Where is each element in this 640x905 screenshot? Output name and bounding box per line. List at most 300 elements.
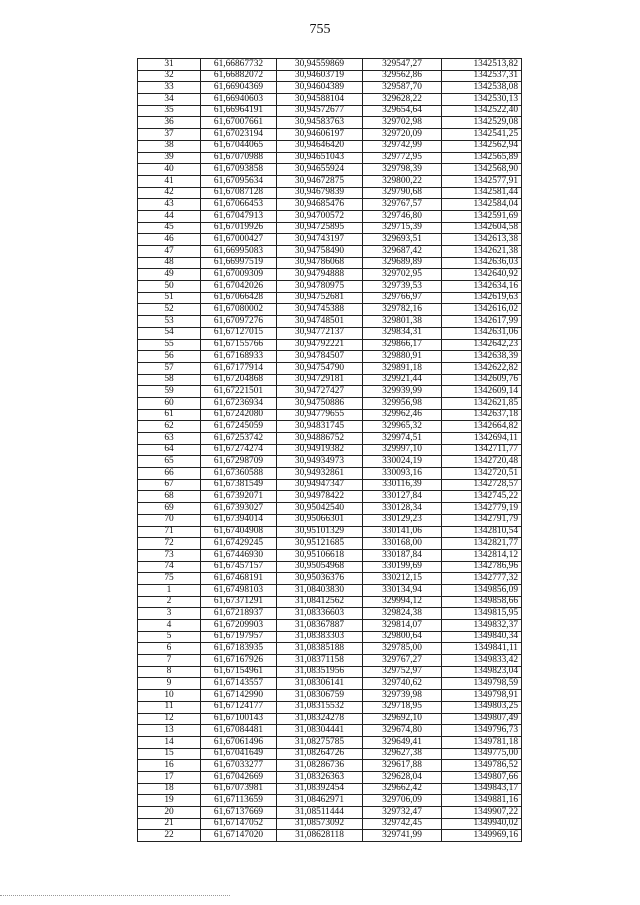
- point-number-cell: 33: [138, 82, 201, 94]
- longitude-cell: 31,08383303: [277, 631, 363, 643]
- table-row: [138, 690, 522, 702]
- y-coordinate-cell: 1342591,69: [442, 210, 522, 222]
- longitude-cell: 30,94947347: [277, 479, 363, 491]
- longitude-cell: 30,94779655: [277, 409, 363, 421]
- x-coordinate-cell: 330141,06: [363, 526, 442, 538]
- point-number-cell: 14: [138, 736, 201, 748]
- point-number-cell: 41: [138, 175, 201, 187]
- latitude-cell: 61,67218937: [201, 608, 277, 620]
- y-coordinate-cell: 1342538,08: [442, 82, 522, 94]
- point-number-cell: 38: [138, 140, 201, 152]
- latitude-cell: 61,67113659: [201, 795, 277, 807]
- table-row: [138, 339, 522, 351]
- y-coordinate-cell: 1342634,16: [442, 281, 522, 293]
- point-number-cell: 8: [138, 666, 201, 678]
- point-number-cell: 42: [138, 187, 201, 199]
- x-coordinate-cell: 329715,39: [363, 222, 442, 234]
- latitude-cell: 61,67446930: [201, 549, 277, 561]
- latitude-cell: 61,67242080: [201, 409, 277, 421]
- table-row: [138, 491, 522, 503]
- y-coordinate-cell: 1349798,59: [442, 678, 522, 690]
- point-number-cell: 18: [138, 783, 201, 795]
- y-coordinate-cell: 1349907,22: [442, 807, 522, 819]
- point-number-cell: 52: [138, 304, 201, 316]
- longitude-cell: 30,94672875: [277, 175, 363, 187]
- y-coordinate-cell: 1342604,58: [442, 222, 522, 234]
- point-number-cell: 65: [138, 456, 201, 468]
- y-coordinate-cell: 1342537,31: [442, 70, 522, 82]
- point-number-cell: 7: [138, 655, 201, 667]
- table-row: [138, 444, 522, 456]
- longitude-cell: 30,95066301: [277, 514, 363, 526]
- longitude-cell: 31,08392454: [277, 783, 363, 795]
- longitude-cell: 30,95042540: [277, 503, 363, 515]
- longitude-cell: 30,94606197: [277, 129, 363, 141]
- table-row: [138, 70, 522, 82]
- y-coordinate-cell: 1342522,40: [442, 105, 522, 117]
- longitude-cell: 30,94729181: [277, 374, 363, 386]
- point-number-cell: 69: [138, 503, 201, 515]
- table-row: [138, 807, 522, 819]
- table-row: [138, 433, 522, 445]
- point-number-cell: 20: [138, 807, 201, 819]
- table-row: [138, 549, 522, 561]
- latitude-cell: 61,67457157: [201, 561, 277, 573]
- point-number-cell: 32: [138, 70, 201, 82]
- x-coordinate-cell: 329742,99: [363, 140, 442, 152]
- y-coordinate-cell: 1342565,89: [442, 152, 522, 164]
- table-row: [138, 386, 522, 398]
- point-number-cell: 67: [138, 479, 201, 491]
- coordinates-table-body: [138, 59, 522, 842]
- table-row: [138, 468, 522, 480]
- latitude-cell: 61,67093858: [201, 164, 277, 176]
- latitude-cell: 61,67204868: [201, 374, 277, 386]
- x-coordinate-cell: 330127,84: [363, 491, 442, 503]
- x-coordinate-cell: 329790,68: [363, 187, 442, 199]
- y-coordinate-cell: 1349840,34: [442, 631, 522, 643]
- longitude-cell: 30,94700572: [277, 210, 363, 222]
- latitude-cell: 61,66995083: [201, 246, 277, 258]
- longitude-cell: 30,94655924: [277, 164, 363, 176]
- latitude-cell: 61,67023194: [201, 129, 277, 141]
- latitude-cell: 61,67066453: [201, 199, 277, 211]
- longitude-cell: 30,95054968: [277, 561, 363, 573]
- y-coordinate-cell: 1342821,77: [442, 538, 522, 550]
- longitude-cell: 31,08286736: [277, 760, 363, 772]
- point-number-cell: 36: [138, 117, 201, 129]
- latitude-cell: 61,67127015: [201, 327, 277, 339]
- y-coordinate-cell: 1342616,02: [442, 304, 522, 316]
- x-coordinate-cell: 329732,47: [363, 807, 442, 819]
- y-coordinate-cell: 1342694,11: [442, 433, 522, 445]
- latitude-cell: 61,67274274: [201, 444, 277, 456]
- longitude-cell: 31,08351956: [277, 666, 363, 678]
- x-coordinate-cell: 329706,09: [363, 795, 442, 807]
- point-number-cell: 39: [138, 152, 201, 164]
- point-number-cell: 47: [138, 246, 201, 258]
- y-coordinate-cell: 1342779,19: [442, 503, 522, 515]
- point-number-cell: 54: [138, 327, 201, 339]
- y-coordinate-cell: 1349786,52: [442, 760, 522, 772]
- y-coordinate-cell: 1349815,95: [442, 608, 522, 620]
- point-number-cell: 21: [138, 818, 201, 830]
- y-coordinate-cell: 1342619,63: [442, 292, 522, 304]
- table-row: [138, 105, 522, 117]
- x-coordinate-cell: 329547,27: [363, 59, 442, 71]
- x-coordinate-cell: 329782,16: [363, 304, 442, 316]
- x-coordinate-cell: 329939,99: [363, 386, 442, 398]
- y-coordinate-cell: 1349832,37: [442, 620, 522, 632]
- x-coordinate-cell: 330129,23: [363, 514, 442, 526]
- point-number-cell: 62: [138, 421, 201, 433]
- x-coordinate-cell: 329974,51: [363, 433, 442, 445]
- y-coordinate-cell: 1342814,12: [442, 549, 522, 561]
- table-row: [138, 210, 522, 222]
- y-coordinate-cell: 1342613,38: [442, 234, 522, 246]
- x-coordinate-cell: 329742,45: [363, 818, 442, 830]
- x-coordinate-cell: 329617,88: [363, 760, 442, 772]
- table-row: [138, 421, 522, 433]
- table-row: [138, 199, 522, 211]
- table-row: [138, 164, 522, 176]
- point-number-cell: 51: [138, 292, 201, 304]
- page-number: 755: [309, 22, 331, 37]
- latitude-cell: 61,67167926: [201, 655, 277, 667]
- x-coordinate-cell: 329562,86: [363, 70, 442, 82]
- table-row: [138, 257, 522, 269]
- longitude-cell: 31,08326363: [277, 771, 363, 783]
- x-coordinate-cell: 329693,51: [363, 234, 442, 246]
- x-coordinate-cell: 329921,44: [363, 374, 442, 386]
- table-row: [138, 783, 522, 795]
- x-coordinate-cell: 329746,80: [363, 210, 442, 222]
- y-coordinate-cell: 1342541,25: [442, 129, 522, 141]
- latitude-cell: 61,67044065: [201, 140, 277, 152]
- latitude-cell: 61,67137669: [201, 807, 277, 819]
- x-coordinate-cell: 330168,00: [363, 538, 442, 550]
- table-row: [138, 561, 522, 573]
- table-row: [138, 830, 522, 842]
- table-row: [138, 316, 522, 328]
- y-coordinate-cell: 1342786,96: [442, 561, 522, 573]
- table-row: [138, 351, 522, 363]
- y-coordinate-cell: 1349803,25: [442, 701, 522, 713]
- x-coordinate-cell: 329654,64: [363, 105, 442, 117]
- point-number-cell: 45: [138, 222, 201, 234]
- longitude-cell: 30,94831745: [277, 421, 363, 433]
- x-coordinate-cell: 329628,22: [363, 94, 442, 106]
- x-coordinate-cell: 329687,42: [363, 246, 442, 258]
- point-number-cell: 75: [138, 573, 201, 585]
- longitude-cell: 30,94748501: [277, 316, 363, 328]
- point-number-cell: 70: [138, 514, 201, 526]
- point-number-cell: 40: [138, 164, 201, 176]
- table-row: [138, 222, 522, 234]
- table-row: [138, 620, 522, 632]
- table-row: [138, 514, 522, 526]
- y-coordinate-cell: 1342609,14: [442, 386, 522, 398]
- x-coordinate-cell: 329649,41: [363, 736, 442, 748]
- longitude-cell: 30,94745388: [277, 304, 363, 316]
- x-coordinate-cell: 329767,57: [363, 199, 442, 211]
- point-number-cell: 15: [138, 748, 201, 760]
- point-number-cell: 48: [138, 257, 201, 269]
- x-coordinate-cell: 330093,16: [363, 468, 442, 480]
- longitude-cell: 31,08628118: [277, 830, 363, 842]
- point-number-cell: 72: [138, 538, 201, 550]
- longitude-cell: 30,94583763: [277, 117, 363, 129]
- y-coordinate-cell: 1342622,82: [442, 362, 522, 374]
- latitude-cell: 61,67087128: [201, 187, 277, 199]
- latitude-cell: 61,67168933: [201, 351, 277, 363]
- x-coordinate-cell: 329814,07: [363, 620, 442, 632]
- table-row: [138, 59, 522, 71]
- x-coordinate-cell: 330187,84: [363, 549, 442, 561]
- y-coordinate-cell: 1349856,09: [442, 584, 522, 596]
- table-row: [138, 187, 522, 199]
- longitude-cell: 30,94559869: [277, 59, 363, 71]
- longitude-cell: 30,95101329: [277, 526, 363, 538]
- latitude-cell: 61,67070988: [201, 152, 277, 164]
- x-coordinate-cell: 329674,80: [363, 725, 442, 737]
- point-number-cell: 49: [138, 269, 201, 281]
- y-coordinate-cell: 1342640,92: [442, 269, 522, 281]
- point-number-cell: 44: [138, 210, 201, 222]
- latitude-cell: 61,67245059: [201, 421, 277, 433]
- x-coordinate-cell: 329702,95: [363, 269, 442, 281]
- table-row: [138, 374, 522, 386]
- x-coordinate-cell: 329798,39: [363, 164, 442, 176]
- x-coordinate-cell: 329628,04: [363, 771, 442, 783]
- table-row: [138, 362, 522, 374]
- y-coordinate-cell: 1342581,44: [442, 187, 522, 199]
- longitude-cell: 31,08462971: [277, 795, 363, 807]
- latitude-cell: 61,67429245: [201, 538, 277, 550]
- y-coordinate-cell: 1349969,16: [442, 830, 522, 842]
- x-coordinate-cell: 329801,38: [363, 316, 442, 328]
- table-row: [138, 713, 522, 725]
- longitude-cell: 30,94784507: [277, 351, 363, 363]
- y-coordinate-cell: 1342562,94: [442, 140, 522, 152]
- latitude-cell: 61,67147052: [201, 818, 277, 830]
- table-row: [138, 666, 522, 678]
- table-row: [138, 608, 522, 620]
- table-row: [138, 234, 522, 246]
- latitude-cell: 61,67253742: [201, 433, 277, 445]
- point-number-cell: 34: [138, 94, 201, 106]
- y-coordinate-cell: 1342568,90: [442, 164, 522, 176]
- y-coordinate-cell: 1342621,38: [442, 246, 522, 258]
- latitude-cell: 61,66882072: [201, 70, 277, 82]
- point-number-cell: 71: [138, 526, 201, 538]
- y-coordinate-cell: 1349841,11: [442, 643, 522, 655]
- latitude-cell: 61,67000427: [201, 234, 277, 246]
- x-coordinate-cell: 330199,69: [363, 561, 442, 573]
- longitude-cell: 30,94743197: [277, 234, 363, 246]
- longitude-cell: 30,94786068: [277, 257, 363, 269]
- latitude-cell: 61,67381549: [201, 479, 277, 491]
- longitude-cell: 30,94932861: [277, 468, 363, 480]
- longitude-cell: 30,94919382: [277, 444, 363, 456]
- latitude-cell: 61,67392071: [201, 491, 277, 503]
- latitude-cell: 61,67236934: [201, 397, 277, 409]
- x-coordinate-cell: 329767,27: [363, 655, 442, 667]
- x-coordinate-cell: 329702,98: [363, 117, 442, 129]
- x-coordinate-cell: 329866,17: [363, 339, 442, 351]
- table-row: [138, 631, 522, 643]
- x-coordinate-cell: 330116,39: [363, 479, 442, 491]
- x-coordinate-cell: 329785,00: [363, 643, 442, 655]
- x-coordinate-cell: 329739,53: [363, 281, 442, 293]
- latitude-cell: 61,67007661: [201, 117, 277, 129]
- latitude-cell: 61,67073981: [201, 783, 277, 795]
- longitude-cell: 31,08306141: [277, 678, 363, 690]
- point-number-cell: 19: [138, 795, 201, 807]
- point-number-cell: 13: [138, 725, 201, 737]
- point-number-cell: 16: [138, 760, 201, 772]
- longitude-cell: 30,94754790: [277, 362, 363, 374]
- latitude-cell: 61,67084481: [201, 725, 277, 737]
- latitude-cell: 61,67009309: [201, 269, 277, 281]
- table-row: [138, 655, 522, 667]
- table-row: [138, 771, 522, 783]
- latitude-cell: 61,67394014: [201, 514, 277, 526]
- table-row: [138, 479, 522, 491]
- table-row: [138, 678, 522, 690]
- point-number-cell: 53: [138, 316, 201, 328]
- x-coordinate-cell: 329834,31: [363, 327, 442, 339]
- longitude-cell: 31,08306759: [277, 690, 363, 702]
- latitude-cell: 61,67019926: [201, 222, 277, 234]
- latitude-cell: 61,67142990: [201, 690, 277, 702]
- point-number-cell: 31: [138, 59, 201, 71]
- latitude-cell: 61,67298709: [201, 456, 277, 468]
- table-row: [138, 397, 522, 409]
- y-coordinate-cell: 1342777,32: [442, 573, 522, 585]
- x-coordinate-cell: 330024,19: [363, 456, 442, 468]
- point-number-cell: 5: [138, 631, 201, 643]
- longitude-cell: 30,94772137: [277, 327, 363, 339]
- y-coordinate-cell: 1349775,00: [442, 748, 522, 760]
- y-coordinate-cell: 1349858,66: [442, 596, 522, 608]
- table-row: [138, 701, 522, 713]
- table-row: [138, 304, 522, 316]
- latitude-cell: 61,66964191: [201, 105, 277, 117]
- longitude-cell: 31,08573092: [277, 818, 363, 830]
- latitude-cell: 61,67393027: [201, 503, 277, 515]
- x-coordinate-cell: 329740,62: [363, 678, 442, 690]
- point-number-cell: 61: [138, 409, 201, 421]
- y-coordinate-cell: 1342720,51: [442, 468, 522, 480]
- point-number-cell: 9: [138, 678, 201, 690]
- y-coordinate-cell: 1342810,54: [442, 526, 522, 538]
- table-row: [138, 725, 522, 737]
- longitude-cell: 30,95121685: [277, 538, 363, 550]
- point-number-cell: 66: [138, 468, 201, 480]
- longitude-cell: 31,08336603: [277, 608, 363, 620]
- longitude-cell: 31,08315532: [277, 701, 363, 713]
- longitude-cell: 30,94886752: [277, 433, 363, 445]
- point-number-cell: 64: [138, 444, 201, 456]
- table-row: [138, 736, 522, 748]
- longitude-cell: 30,94679839: [277, 187, 363, 199]
- y-coordinate-cell: 1342642,23: [442, 339, 522, 351]
- y-coordinate-cell: 1342745,22: [442, 491, 522, 503]
- point-number-cell: 43: [138, 199, 201, 211]
- latitude-cell: 61,67371291: [201, 596, 277, 608]
- point-number-cell: 74: [138, 561, 201, 573]
- point-number-cell: 55: [138, 339, 201, 351]
- latitude-cell: 61,67080002: [201, 304, 277, 316]
- x-coordinate-cell: 329891,18: [363, 362, 442, 374]
- y-coordinate-cell: 1349881,16: [442, 795, 522, 807]
- point-number-cell: 35: [138, 105, 201, 117]
- y-coordinate-cell: 1342529,08: [442, 117, 522, 129]
- longitude-cell: 30,94588104: [277, 94, 363, 106]
- y-coordinate-cell: 1342530,13: [442, 94, 522, 106]
- longitude-cell: 30,94572677: [277, 105, 363, 117]
- point-number-cell: 59: [138, 386, 201, 398]
- x-coordinate-cell: 329752,97: [363, 666, 442, 678]
- latitude-cell: 61,66997519: [201, 257, 277, 269]
- point-number-cell: 73: [138, 549, 201, 561]
- point-number-cell: 57: [138, 362, 201, 374]
- longitude-cell: 30,95106618: [277, 549, 363, 561]
- y-coordinate-cell: 1342711,77: [442, 444, 522, 456]
- point-number-cell: 12: [138, 713, 201, 725]
- latitude-cell: 61,67143557: [201, 678, 277, 690]
- point-number-cell: 37: [138, 129, 201, 141]
- longitude-cell: 30,94604389: [277, 82, 363, 94]
- y-coordinate-cell: 1342631,06: [442, 327, 522, 339]
- point-number-cell: 63: [138, 433, 201, 445]
- table-row: [138, 140, 522, 152]
- longitude-cell: 30,95036376: [277, 573, 363, 585]
- latitude-cell: 61,67041649: [201, 748, 277, 760]
- table-row: [138, 152, 522, 164]
- x-coordinate-cell: 329965,32: [363, 421, 442, 433]
- x-coordinate-cell: 329766,97: [363, 292, 442, 304]
- y-coordinate-cell: 1342577,91: [442, 175, 522, 187]
- y-coordinate-cell: 1342728,57: [442, 479, 522, 491]
- longitude-cell: 30,94752681: [277, 292, 363, 304]
- point-number-cell: 56: [138, 351, 201, 363]
- table-row: [138, 760, 522, 772]
- latitude-cell: 61,67209903: [201, 620, 277, 632]
- point-number-cell: 4: [138, 620, 201, 632]
- table-row: [138, 526, 522, 538]
- table-row: [138, 269, 522, 281]
- longitude-cell: 31,08412562: [277, 596, 363, 608]
- x-coordinate-cell: 329587,70: [363, 82, 442, 94]
- point-number-cell: 22: [138, 830, 201, 842]
- x-coordinate-cell: 329692,10: [363, 713, 442, 725]
- latitude-cell: 61,67154961: [201, 666, 277, 678]
- x-coordinate-cell: 329824,38: [363, 608, 442, 620]
- longitude-cell: 31,08403830: [277, 584, 363, 596]
- footer-rule: [0, 895, 230, 897]
- y-coordinate-cell: 1342637,18: [442, 409, 522, 421]
- point-number-cell: 50: [138, 281, 201, 293]
- longitude-cell: 31,08324278: [277, 713, 363, 725]
- latitude-cell: 61,67221501: [201, 386, 277, 398]
- longitude-cell: 31,08304441: [277, 725, 363, 737]
- y-coordinate-cell: 1342638,39: [442, 351, 522, 363]
- table-row: [138, 456, 522, 468]
- table-row: [138, 818, 522, 830]
- x-coordinate-cell: 329741,99: [363, 830, 442, 842]
